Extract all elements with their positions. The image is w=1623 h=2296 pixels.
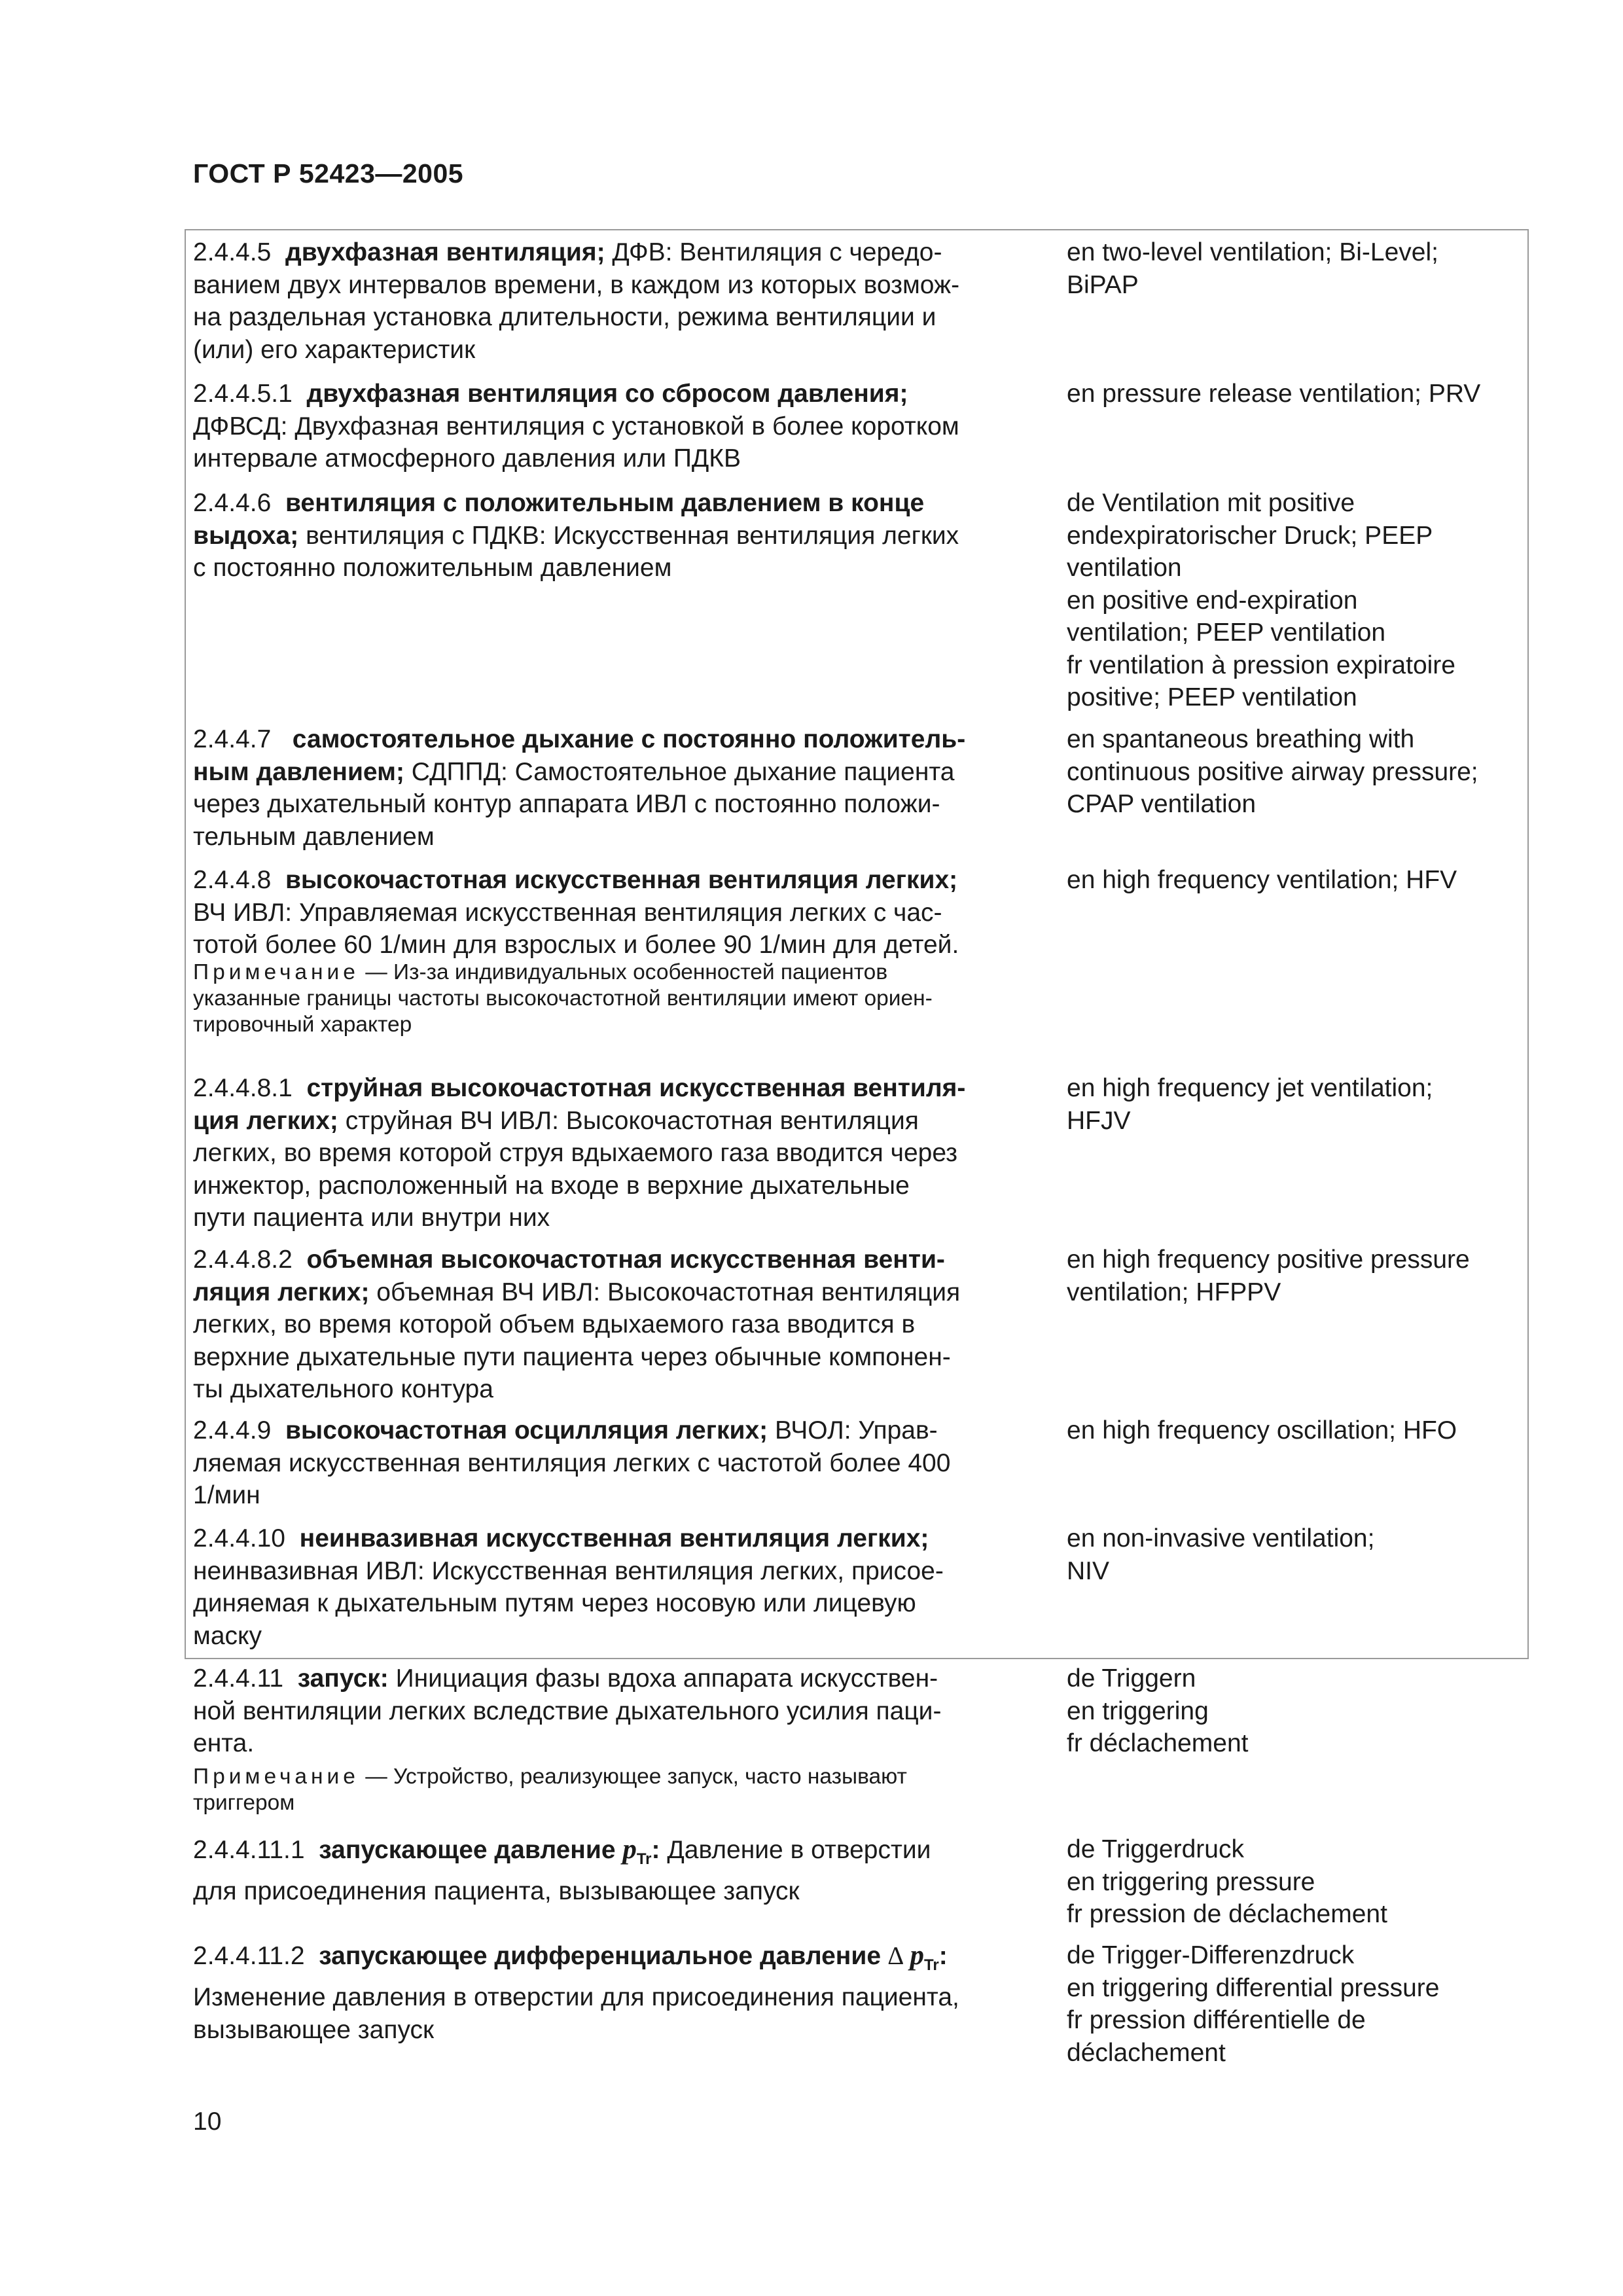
term-entry-2-4-4-11-1: 2.4.4.11.1 запускающее давление $p_{Tr}$: Давление в отверстии для присоединения пациента, вызывающее запуск [193, 1834, 931, 1906]
term-equivalents-2-4-4-11-2: de Trigger-Differenzdruck en triggering differential pressure fr pression différentielle de déclachement [1067, 1941, 1440, 2067]
term-entry-2-4-4-11: 2.4.4.11 запуск: Инициация фазы вдоха аппарата искусствен- ной вентиляции легких вследствие дыхательного усилия паци- ента. [193, 1664, 942, 1757]
term-entry-2-4-4-11-2: 2.4.4.11.2 запускающее дифференциальное давление ∆ $p_{Tr}$: Изменение давления в отверстии для присоединения пациента, вызывающее запуск [193, 1940, 959, 2044]
term-equivalents-2-4-4-8-1: en high frequency jet ventilation; HFJV [1067, 1074, 1433, 1135]
term-entry-2-4-4-5: 2.4.4.5 двухфазная вентиляция; ДФВ: Вентиляция с чередо- ванием двух интервалов времени, в каждом из которых возмож- на раздельная установка длительности, режима вентиляции и (или) его характеристик [193, 238, 960, 364]
term-equivalents-2-4-4-9: en high frequency oscillation; HFO [1067, 1416, 1457, 1444]
term-entry-2-4-4-5-1: 2.4.4.5.1 двухфазная вентиляция со сбросом давления; ДФВСД: Двухфазная вентиляция с установкой в более коротком интервале атмосферного давления или ПДКВ [193, 380, 959, 473]
term-definition: ДФВ: Вентиляция с чередо- [605, 238, 942, 266]
term-equivalents-2-4-4-6: de Ventilation mit positive endexpiratorischer Druck; PEEP ventilation en positive end-expiration ventilation; PEEP ventilation fr ventilation à pression expiratoire positive; PEEP ventilation [1067, 489, 1455, 711]
term-equivalents-2-4-4-10: en non-invasive ventilation; NIV [1067, 1524, 1375, 1585]
term-entry-2-4-4-10: 2.4.4.10 неинвазивная искусственная вентиляция легких; неинвазивная ИВЛ: Искусственная вентиляция легких, присое- диняемая к дыхательным путям через носовую или лицевую маску [193, 1524, 944, 1650]
term-equivalents-2-4-4-8-2: en high frequency positive pressure ventilation; HFPPV [1067, 1246, 1470, 1306]
page-number: 10 [193, 2108, 222, 2136]
note-block: Примечание — Устройство, реализующее запуск, часто называют триггером [193, 1765, 907, 1815]
term-equivalents-2-4-4-5: en two-level ventilation; Bi-Level; BiPAP [1067, 238, 1438, 299]
term-number: 2.4.4.5 [193, 238, 272, 266]
term-entry-2-4-4-9: 2.4.4.9 высокочастотная осцилляция легких; ВЧОЛ: Управ- ляемая искусственная вентиляция легких с частотой более 400 1/мин [193, 1416, 951, 1509]
term-entry-2-4-4-8: 2.4.4.8 высокочастотная искусственная вентиляция легких; ВЧ ИВЛ: Управляемая искусственная вентиляция легких с час- тотой более 60 1/мин для взрослых и более 90 1/мин для детей. [193, 866, 959, 959]
document-code-header: ГОСТ Р 52423—2005 [193, 158, 464, 188]
term-entry-2-4-4-7: 2.4.4.7 самостоятельное дыхание с постоянно положитель- ным давлением; СДППД: Самостоятельное дыхание пациента через дыхательный контур аппарата ИВЛ с постоянно положи- тельным давлением [193, 725, 966, 851]
note-label: Примечание [193, 960, 359, 984]
term-equivalents-2-4-4-7: en spantaneous breathing with continuous positive airway pressure; CPAP ventilation [1067, 725, 1478, 818]
term-equivalents-2-4-4-11-1: de Triggerdruck en triggering pressure fr pression de déclachement [1067, 1835, 1387, 1928]
term-entry-2-4-4-6: 2.4.4.6 вентиляция с положительным давлением в конце выдоха; вентиляция с ПДКВ: Искусственная вентиляция легких с постоянно положительным давлением [193, 489, 959, 582]
note-label: Примечание [193, 1765, 359, 1789]
term-entry-2-4-4-8-2: 2.4.4.8.2 объемная высокочастотная искусственная венти- ляция легких; объемная ВЧ ИВЛ: Высокочастотная вентиляция легких, во время которой объем вдыхаемого газа вводится в верхние дыхательные пути пациента через обычные компонен- ты дыхательного контура [193, 1246, 961, 1403]
term-equivalents-2-4-4-8: en high frequency ventilation; HFV [1067, 866, 1457, 894]
term-equivalents-2-4-4-11: de Triggern en triggering fr déclachement [1067, 1664, 1249, 1757]
term-entry-2-4-4-8-1: 2.4.4.8.1 струйная высокочастотная искусственная вентиля- ция легких; струйная ВЧ ИВЛ: Высокочастотная вентиляция легких, во время которой струя вдыхаемого газа вводится через инжектор, расположенный на входе в верхние дыхательные пути пациента или внутри них [193, 1074, 966, 1232]
term-equivalents-2-4-4-5-1: en pressure release ventilation; PRV [1067, 380, 1481, 408]
note-block: Примечание — Из-за индивидуальных особенностей пациентов указанные границы частоты высокочастотной вентиляции имеют ориен- тировочный характер [193, 960, 933, 1037]
term-name: двухфазная вентиляция; [285, 238, 605, 266]
